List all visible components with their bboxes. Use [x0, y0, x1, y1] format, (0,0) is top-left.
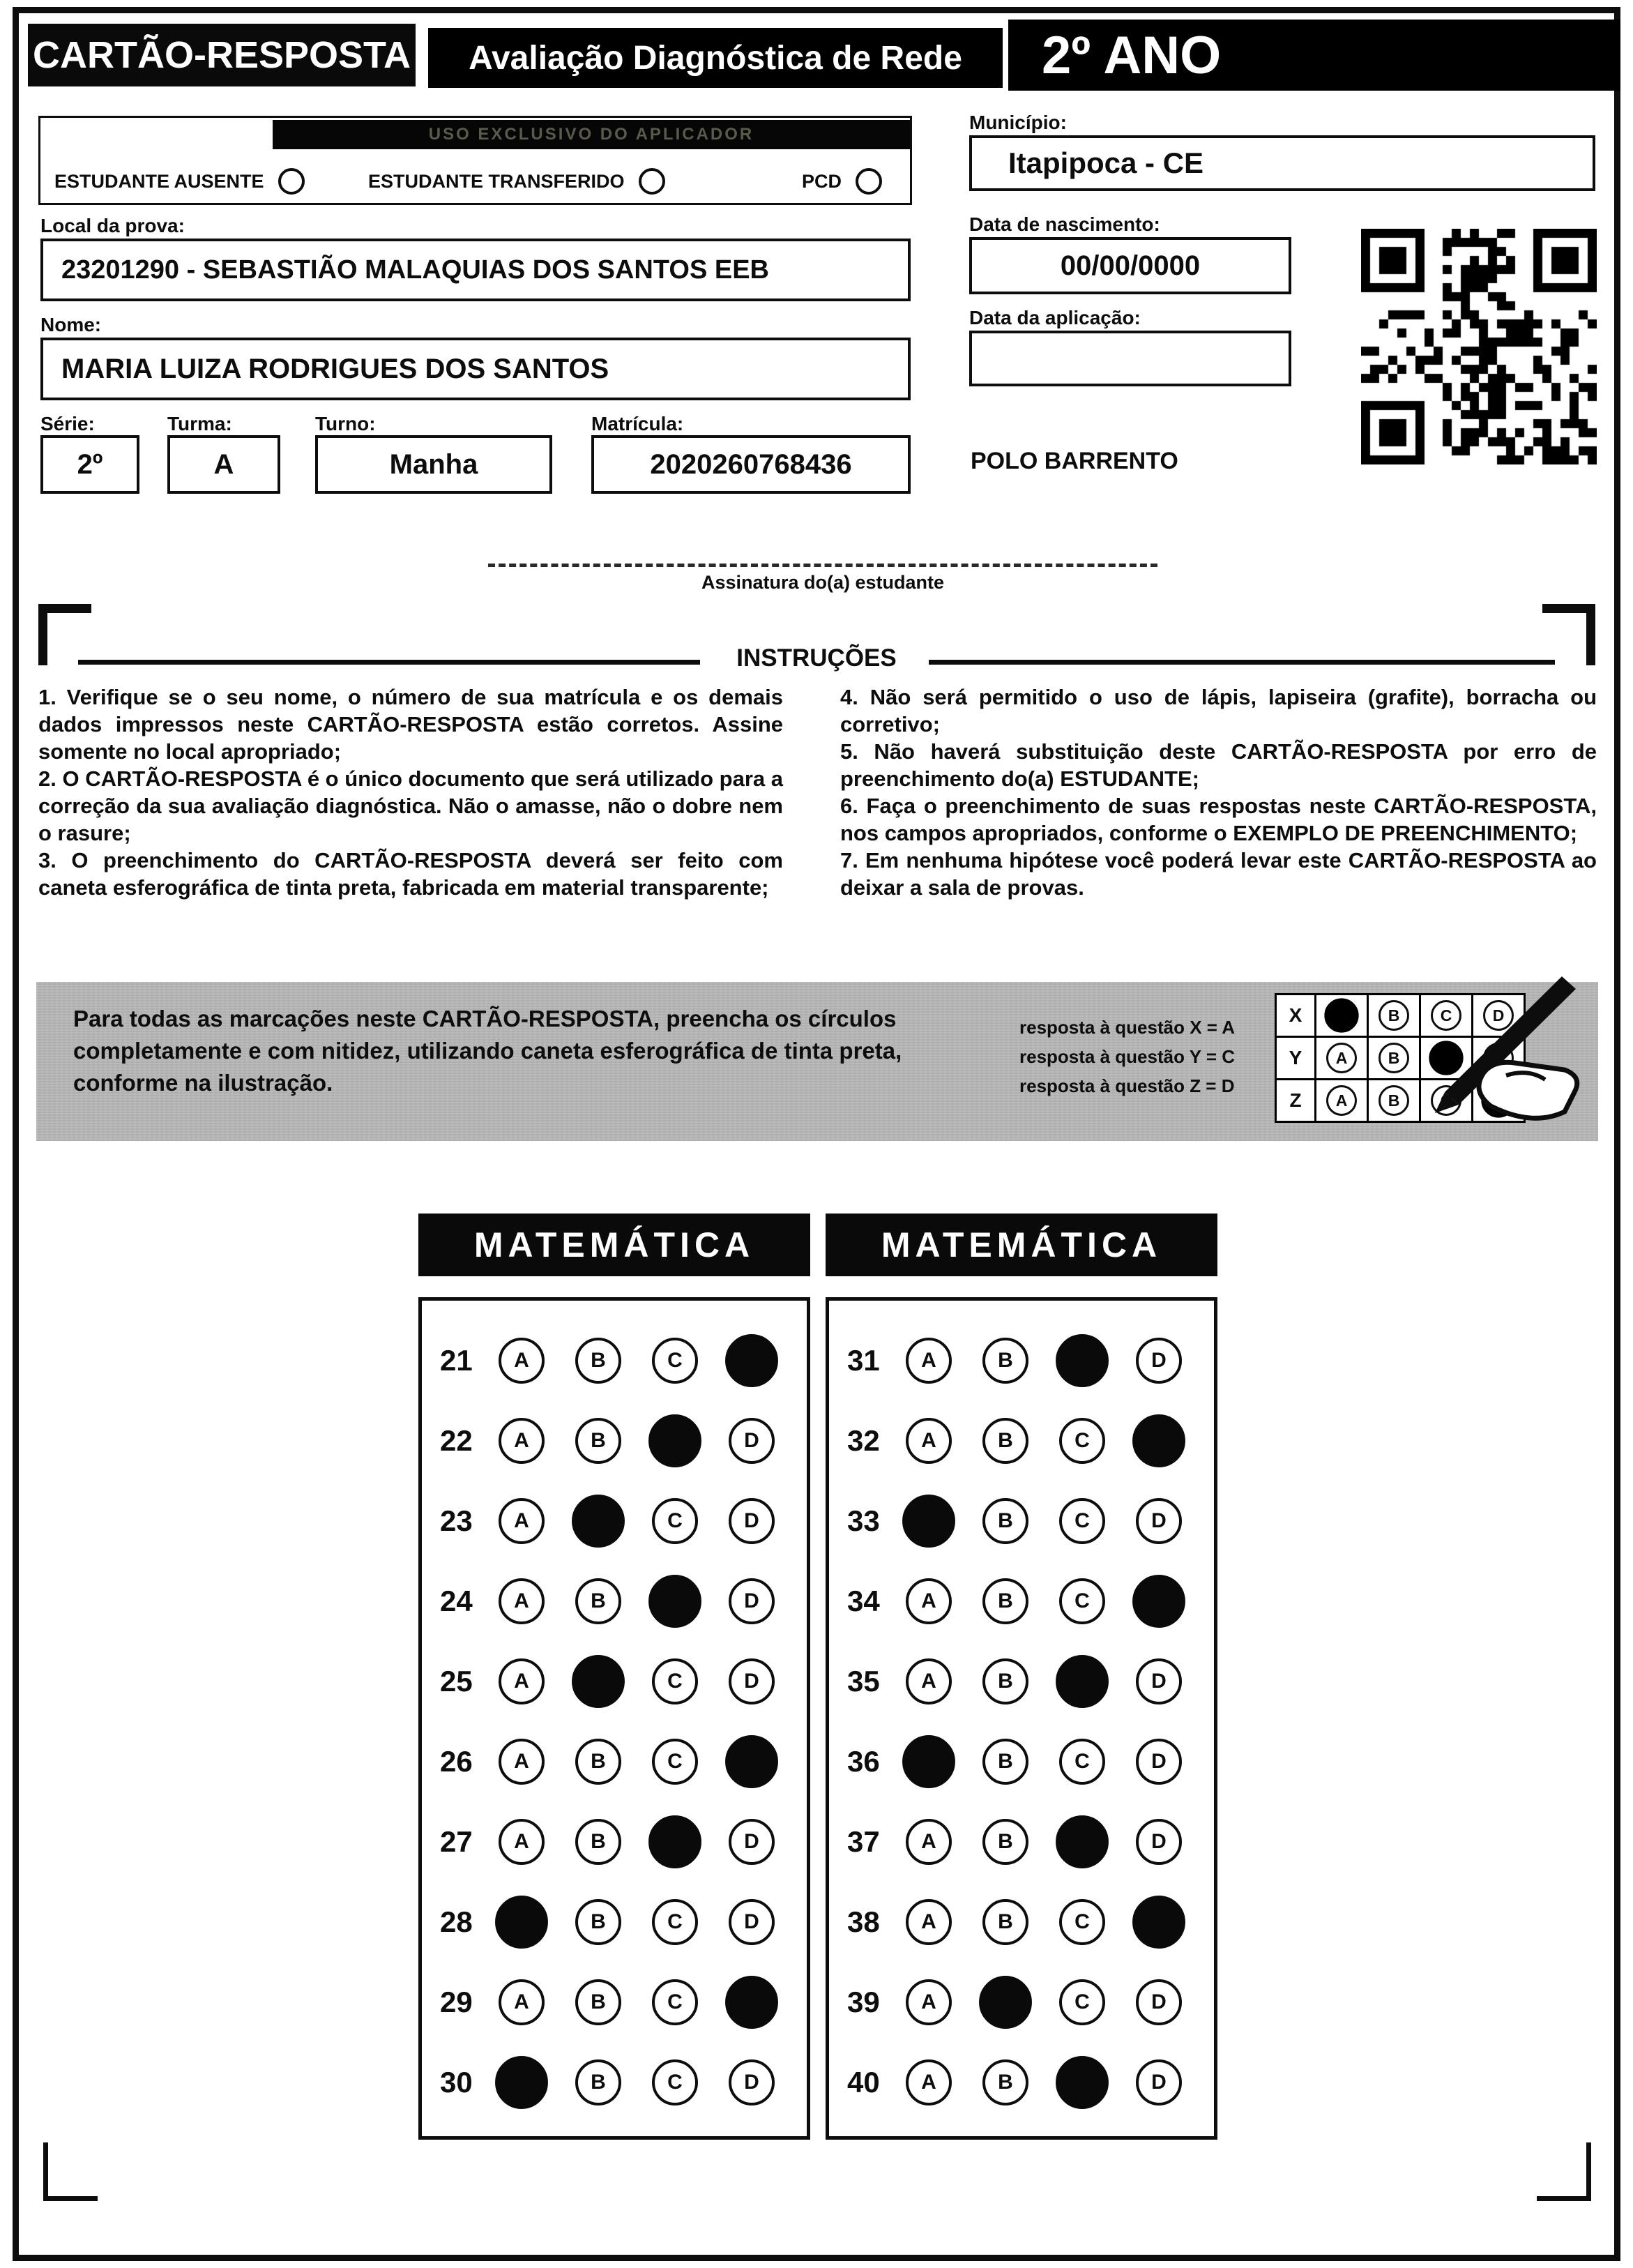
answer-bubble-q28-C[interactable]: C — [652, 1899, 698, 1945]
question-number: 24 — [440, 1584, 473, 1617]
question-number: 28 — [440, 1905, 473, 1938]
answer-bubble-q26-B[interactable]: B — [575, 1739, 621, 1785]
answer-bubble-q35-C[interactable] — [1056, 1655, 1109, 1708]
answer-row-q39 — [829, 1962, 1214, 2042]
answer-bubble-q37-C[interactable] — [1056, 1815, 1109, 1868]
applicator-bar: USO EXCLUSIVO DO APLICADOR — [273, 120, 910, 149]
answer-row-q31 — [829, 1320, 1214, 1400]
instruction-item: 7. Em nenhuma hipótese você poderá levar este CARTÃO-RESPOSTA ao deixar a sala de provas. — [840, 848, 1597, 900]
answer-row-q23 — [422, 1481, 807, 1561]
answer-bubble-q24-D[interactable]: D — [729, 1578, 775, 1624]
answer-bubble-q38-C[interactable]: C — [1059, 1899, 1105, 1945]
answer-row-q29 — [422, 1962, 807, 2042]
answer-bubble-q35-A[interactable]: A — [906, 1658, 952, 1704]
answer-bubble-q24-C[interactable] — [648, 1575, 701, 1628]
answer-bubble-q30-A[interactable] — [495, 2056, 548, 2109]
answer-bubble-q31-D[interactable]: D — [1136, 1338, 1182, 1384]
instruction-item: 3. O preenchimento do CARTÃO-RESPOSTA deverá ser feito com caneta esferográfica de tinta preta, fabricada em material transparente; — [38, 848, 783, 900]
answer-block-2 — [826, 1297, 1217, 2140]
answer-bubble-q25-C[interactable]: C — [652, 1658, 698, 1704]
status-option-label: ESTUDANTE AUSENTE — [54, 170, 264, 192]
answer-row-q37 — [829, 1801, 1214, 1882]
answer-bubble-q37-A[interactable]: A — [906, 1819, 952, 1865]
nascimento-label: Data de nascimento: — [969, 213, 1160, 235]
instruction-item: 4. Não será permitido o uso de lápis, lapiseira (grafite), borracha ou corretivo; — [840, 685, 1597, 736]
answer-bubble-q22-C[interactable] — [648, 1414, 701, 1467]
nascimento-value-box: 00/00/0000 — [969, 237, 1291, 294]
status-options — [40, 154, 910, 203]
answer-bubble-q23-C[interactable]: C — [652, 1498, 698, 1544]
signature-line — [488, 564, 1157, 567]
example-cell — [1369, 995, 1419, 1036]
answer-bubble-q39-A[interactable]: A — [906, 1979, 952, 2025]
turno-label: Turno: — [315, 413, 376, 434]
status-option-label: PCD — [802, 170, 842, 192]
municipio-value-box: Itapipoca - CE — [969, 135, 1595, 191]
answer-row-q27 — [422, 1801, 807, 1882]
answer-row-q32 — [829, 1400, 1214, 1481]
answer-row-q40 — [829, 2042, 1214, 2122]
question-number: 36 — [847, 1744, 880, 1778]
example-bubble: B — [1378, 1043, 1409, 1073]
answer-bubble-q34-B[interactable]: B — [982, 1578, 1028, 1624]
example-bubble: B — [1378, 1000, 1409, 1031]
answer-bubble-q40-C[interactable] — [1056, 2056, 1109, 2109]
answer-bubble-q33-B[interactable]: B — [982, 1498, 1028, 1544]
applicator-status-box — [38, 116, 912, 205]
serie-value-box: 2º — [40, 435, 139, 494]
answer-bubble-q38-A[interactable]: A — [906, 1899, 952, 1945]
example-bubble: A — [1326, 1043, 1357, 1073]
example-cell — [1316, 995, 1367, 1036]
answer-row-q36 — [829, 1721, 1214, 1801]
answer-bubble-q35-B[interactable]: B — [982, 1658, 1028, 1704]
answer-bubble-q22-B[interactable]: B — [575, 1418, 621, 1464]
example-bubble: D — [1483, 1000, 1514, 1031]
answer-bubble-q24-B[interactable]: B — [575, 1578, 621, 1624]
answer-bubble-q23-A[interactable]: A — [499, 1498, 545, 1544]
serie-label: Série: — [40, 413, 95, 434]
turma-label: Turma: — [167, 413, 232, 434]
nome-label: Nome: — [40, 314, 102, 335]
answer-bubble-q26-C[interactable]: C — [652, 1739, 698, 1785]
answer-row-q34 — [829, 1561, 1214, 1641]
answer-row-q24 — [422, 1561, 807, 1641]
matricula-value-box: 2020260768436 — [591, 435, 911, 494]
nome-value-box: MARIA LUIZA RODRIGUES DOS SANTOS — [40, 338, 911, 400]
answer-row-q35 — [829, 1641, 1214, 1721]
answer-bubble-q33-D[interactable]: D — [1136, 1498, 1182, 1544]
answer-bubble-q37-D[interactable]: D — [1136, 1819, 1182, 1865]
answer-bubble-q40-B[interactable]: B — [982, 2059, 1028, 2106]
question-number: 40 — [847, 2065, 880, 2099]
answer-bubble-q32-D[interactable] — [1132, 1414, 1185, 1467]
answer-bubble-q34-C[interactable]: C — [1059, 1578, 1105, 1624]
answer-bubble-q38-D[interactable] — [1132, 1896, 1185, 1949]
answer-bubble-q31-B[interactable]: B — [982, 1338, 1028, 1384]
status-option — [368, 168, 665, 195]
example-bubble: C — [1431, 1000, 1461, 1031]
answer-bubble-q40-D[interactable]: D — [1136, 2059, 1182, 2106]
answer-bubble-q34-A[interactable]: A — [906, 1578, 952, 1624]
answer-bubble-q37-B[interactable]: B — [982, 1819, 1028, 1865]
corner-mark-bottom-right — [1537, 2142, 1591, 2201]
instructions-right — [840, 683, 1597, 901]
question-number: 33 — [847, 1504, 880, 1537]
answer-bubble-q28-B[interactable]: B — [575, 1899, 621, 1945]
answer-bubble-q26-A[interactable]: A — [499, 1739, 545, 1785]
answer-bubble-q35-D[interactable]: D — [1136, 1658, 1182, 1704]
polo-label: POLO BARRENTO — [971, 448, 1178, 474]
answer-row-q30 — [422, 2042, 807, 2122]
instruction-item: 1. Verifique se o seu nome, o número de sua matrícula e os demais dados impressos neste CARTÃO-RESPOSTA estão corretos. Assine somente no local apropriado; — [38, 685, 783, 764]
grade-label: 2º ANO — [1008, 20, 1620, 91]
answer-bubble-q36-B[interactable]: B — [982, 1739, 1028, 1785]
question-number: 37 — [847, 1824, 880, 1858]
question-number: 29 — [440, 1985, 473, 2018]
instruction-item: 2. O CARTÃO-RESPOSTA é o único documento que será utilizado para a correção da sua avaliação diagnóstica. Não o amasse, não o dobre nem o rasure; — [38, 766, 783, 845]
instructions-title: INSTRUÇÕES — [736, 644, 897, 672]
answer-bubble-q36-D[interactable]: D — [1136, 1739, 1182, 1785]
answer-bubble-q27-B[interactable]: B — [575, 1819, 621, 1865]
answer-bubble-q27-C[interactable] — [648, 1815, 701, 1868]
answer-bubble-q29-A[interactable]: A — [499, 1979, 545, 2025]
status-option — [802, 168, 882, 195]
answer-bubble-q33-C[interactable]: C — [1059, 1498, 1105, 1544]
turno-value-box: Manha — [315, 435, 552, 494]
answer-bubble-q32-C[interactable]: C — [1059, 1418, 1105, 1464]
answer-bubble-q30-C[interactable]: C — [652, 2059, 698, 2106]
answer-bubble-q32-B[interactable]: B — [982, 1418, 1028, 1464]
answer-row-q25 — [422, 1641, 807, 1721]
answer-row-q28 — [422, 1882, 807, 1962]
answer-bubble-q29-C[interactable]: C — [652, 1979, 698, 2025]
question-number: 34 — [847, 1584, 880, 1617]
answer-bubble-q30-B[interactable]: B — [575, 2059, 621, 2106]
answer-bubble-q40-A[interactable]: A — [906, 2059, 952, 2106]
answer-bubble-q25-D[interactable]: D — [729, 1658, 775, 1704]
answer-bubble-q27-D[interactable]: D — [729, 1819, 775, 1865]
answer-bubble-q34-D[interactable] — [1132, 1575, 1185, 1628]
answer-row-q33 — [829, 1481, 1214, 1561]
answer-bubble-q25-B[interactable] — [572, 1655, 625, 1708]
answer-bubble-q31-A[interactable]: A — [906, 1338, 952, 1384]
answer-bubble-q27-A[interactable]: A — [499, 1819, 545, 1865]
question-number: 27 — [440, 1824, 473, 1858]
matricula-label: Matrícula: — [591, 413, 684, 434]
example-cell — [1316, 1038, 1367, 1078]
answer-bubble-q32-A[interactable]: A — [906, 1418, 952, 1464]
example-lines — [1019, 1013, 1235, 1101]
aplicacao-label: Data da aplicação: — [969, 307, 1141, 328]
example-bubble — [1324, 998, 1358, 1032]
status-option — [54, 168, 305, 195]
question-number: 31 — [847, 1343, 880, 1377]
answer-bubble-q21-D[interactable] — [725, 1334, 778, 1387]
example-line: resposta à questão X = A — [1019, 1017, 1235, 1038]
question-number: 35 — [847, 1664, 880, 1698]
question-number: 23 — [440, 1504, 473, 1537]
example-row-label: Y — [1277, 1038, 1314, 1078]
answer-row-q21 — [422, 1320, 807, 1400]
example-row-label: Z — [1277, 1080, 1314, 1121]
example-cell — [1369, 1038, 1419, 1078]
answer-bubble-q39-B[interactable] — [979, 1976, 1032, 2029]
municipio-label: Município: — [969, 112, 1067, 133]
question-number: 26 — [440, 1744, 473, 1778]
answer-bubble-q24-A[interactable]: A — [499, 1578, 545, 1624]
answer-bubble-q31-C[interactable] — [1056, 1334, 1109, 1387]
status-option-label: ESTUDANTE TRANSFERIDO — [368, 170, 625, 192]
question-number: 39 — [847, 1985, 880, 2018]
example-row-label: X — [1277, 995, 1314, 1036]
instruction-item: 5. Não haverá substituição deste CARTÃO-RESPOSTA por erro de preenchimento do(a) ESTUDANTE; — [840, 739, 1597, 791]
answer-bubble-q39-C[interactable]: C — [1059, 1979, 1105, 2025]
example-cell — [1316, 1080, 1367, 1121]
example-bubble: A — [1326, 1085, 1357, 1116]
question-number: 25 — [440, 1664, 473, 1698]
answer-bubble-q26-D[interactable] — [725, 1735, 778, 1788]
card-title: CARTÃO-RESPOSTA — [28, 24, 416, 86]
answer-bubble-q39-D[interactable]: D — [1136, 1979, 1182, 2025]
example-bubble: B — [1378, 1085, 1409, 1116]
corner-mark-bottom-left — [43, 2142, 98, 2201]
answer-bubble-q21-A[interactable]: A — [499, 1338, 545, 1384]
answer-bubble-q25-A[interactable]: A — [499, 1658, 545, 1704]
exam-title: Avaliação Diagnóstica de Rede — [428, 28, 1003, 88]
qr-code — [1361, 229, 1597, 464]
answer-bubble-q22-D[interactable]: D — [729, 1418, 775, 1464]
status-option-circle[interactable] — [639, 168, 665, 195]
answer-row-q38 — [829, 1882, 1214, 1962]
status-option-circle[interactable] — [278, 168, 305, 195]
fill-notice-text: Para todas as marcações neste CARTÃO-RESPOSTA, preencha os círculos completamente e com nitidez, utilizando caneta esferográfica de tinta preta, conforme na ilustração. — [73, 1006, 902, 1096]
answer-bubble-q30-D[interactable]: D — [729, 2059, 775, 2106]
answer-bubble-q36-A[interactable] — [902, 1735, 955, 1788]
instructions-rule-right — [929, 660, 1555, 665]
question-number: 21 — [440, 1343, 473, 1377]
answer-bubble-q21-B[interactable]: B — [575, 1338, 621, 1384]
answer-bubble-q29-B[interactable]: B — [575, 1979, 621, 2025]
answer-row-q26 — [422, 1721, 807, 1801]
turma-value-box: A — [167, 435, 280, 494]
answer-bubble-q28-D[interactable]: D — [729, 1899, 775, 1945]
example-line: resposta à questão Y = C — [1019, 1046, 1236, 1067]
question-number: 30 — [440, 2065, 473, 2099]
answer-bubble-q29-D[interactable] — [725, 1976, 778, 2029]
local-value-box: 23201290 - SEBASTIÃO MALAQUIAS DOS SANTOS EEB — [40, 239, 911, 301]
question-number: 22 — [440, 1423, 473, 1457]
answer-bubble-q38-B[interactable]: B — [982, 1899, 1028, 1945]
local-label: Local da prova: — [40, 215, 185, 236]
example-line: resposta à questão Z = D — [1019, 1075, 1235, 1096]
section-title-2: MATEMÁTICA — [826, 1214, 1217, 1276]
answer-row-q22 — [422, 1400, 807, 1481]
signature-label: Assinatura do(a) estudante — [701, 572, 945, 593]
answer-bubble-q36-C[interactable]: C — [1059, 1739, 1105, 1785]
question-number: 38 — [847, 1905, 880, 1938]
answer-bubble-q28-A[interactable] — [495, 1896, 548, 1949]
aplicacao-value-box — [969, 331, 1291, 386]
answer-bubble-q23-D[interactable]: D — [729, 1498, 775, 1544]
answer-bubble-q33-A[interactable] — [902, 1495, 955, 1548]
hand-pen-illustration — [1424, 969, 1612, 1133]
status-option-circle[interactable] — [856, 168, 882, 195]
answer-bubble-q21-C[interactable]: C — [652, 1338, 698, 1384]
answer-bubble-q23-B[interactable] — [572, 1495, 625, 1548]
section-title-1: MATEMÁTICA — [418, 1214, 810, 1276]
answer-bubble-q22-A[interactable]: A — [499, 1418, 545, 1464]
example-cell — [1369, 1080, 1419, 1121]
answer-block-1 — [418, 1297, 810, 2140]
question-number: 32 — [847, 1423, 880, 1457]
instruction-item: 6. Faça o preenchimento de suas respostas neste CARTÃO-RESPOSTA, nos campos apropriados, conforme o EXEMPLO DE PREENCHIMENTO; — [840, 794, 1597, 845]
instructions-left — [38, 683, 783, 901]
